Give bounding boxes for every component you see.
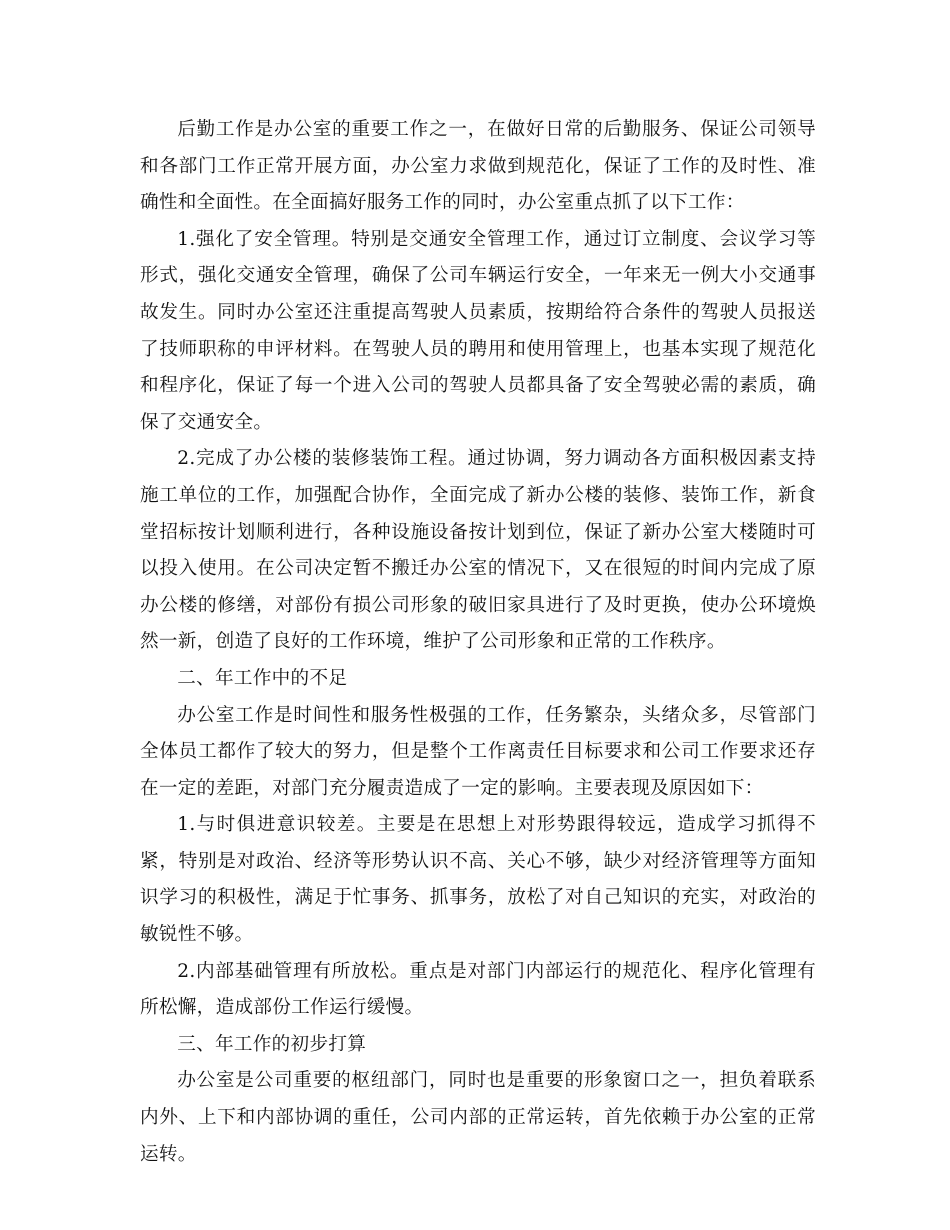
- paragraph-safety-management: 1.强化了安全管理。特别是交通安全管理工作，通过订立制度、会议学习等形式，强化交通安全管理，确保了公司车辆运行安全，一年来无一例大小交通事故发生。同时办公室还注重提高驾驶人员素质，按期给符合条件的驾驶人员报送了技师职称的申评材料。在驾驶人员的聘用和使用管理上，也基本实现了规范化和程序化，保证了每一个进入公司的驾驶人员都具备了安全驾驶必需的素质，确保了交通安全。: [140, 228, 816, 433]
- document-page: [140, 112, 816, 1173]
- paragraph-shortcomings-intro: 办公室工作是时间性和服务性极强的工作，任务繁杂，头绪众多，尽管部门全体员工都作了较大的努力，但是整个工作离责任目标要求和公司工作要求还存在一定的差距，对部门充分履责造成了一定的影响。主要表现及原因如下：: [140, 704, 816, 799]
- paragraph-shortcoming-2: 2.内部基础管理有所放松。重点是对部门内部运行的规范化、程序化管理有所松懈，造成部份工作运行缓慢。: [140, 960, 816, 1019]
- paragraph-intro: 后勤工作是办公室的重要工作之一，在做好日常的后勤服务、保证公司领导和各部门工作正常开展方面，办公室力求做到规范化，保证了工作的及时性、准确性和全面性。在全面搞好服务工作的同时，办公室重点抓了以下工作：: [140, 119, 816, 214]
- paragraph-office-renovation: 2.完成了办公楼的装修装饰工程。通过协调，努力调动各方面积极因素支持施工单位的工作，加强配合协作，全面完成了新办公楼的装修、装饰工作，新食堂招标按计划顺利进行，各种设施设备按计划到位，保证了新办公室大楼随时可以投入使用。在公司决定暂不搬迁办公室的情况下，又在很短的时间内完成了原办公楼的修缮，对部份有损公司形象的破旧家具进行了及时更换，使办公环境焕然一新，创造了良好的工作环境，维护了公司形象和正常的工作秩序。: [140, 448, 816, 653]
- paragraph-plans-intro: 办公室是公司重要的枢纽部门，同时也是重要的形象窗口之一，担负着联系内外、上下和内部协调的重任，公司内部的正常运转，首先依赖于办公室的正常运转。: [140, 1070, 816, 1165]
- section-heading-shortcomings: 二、年工作中的不足: [177, 667, 348, 689]
- paragraph-shortcoming-1: 1.与时俱进意识较差。主要是在思想上对形势跟得较远，造成学习抓得不紧，特别是对政治、经济等形势认识不高、关心不够，缺少对经济管理等方面知识学习的积极性，满足于忙事务、抓事务，放松了对自己知识的充实，对政治的敏锐性不够。: [140, 814, 816, 946]
- section-heading-plans: 三、年工作的初步打算: [177, 1033, 367, 1055]
